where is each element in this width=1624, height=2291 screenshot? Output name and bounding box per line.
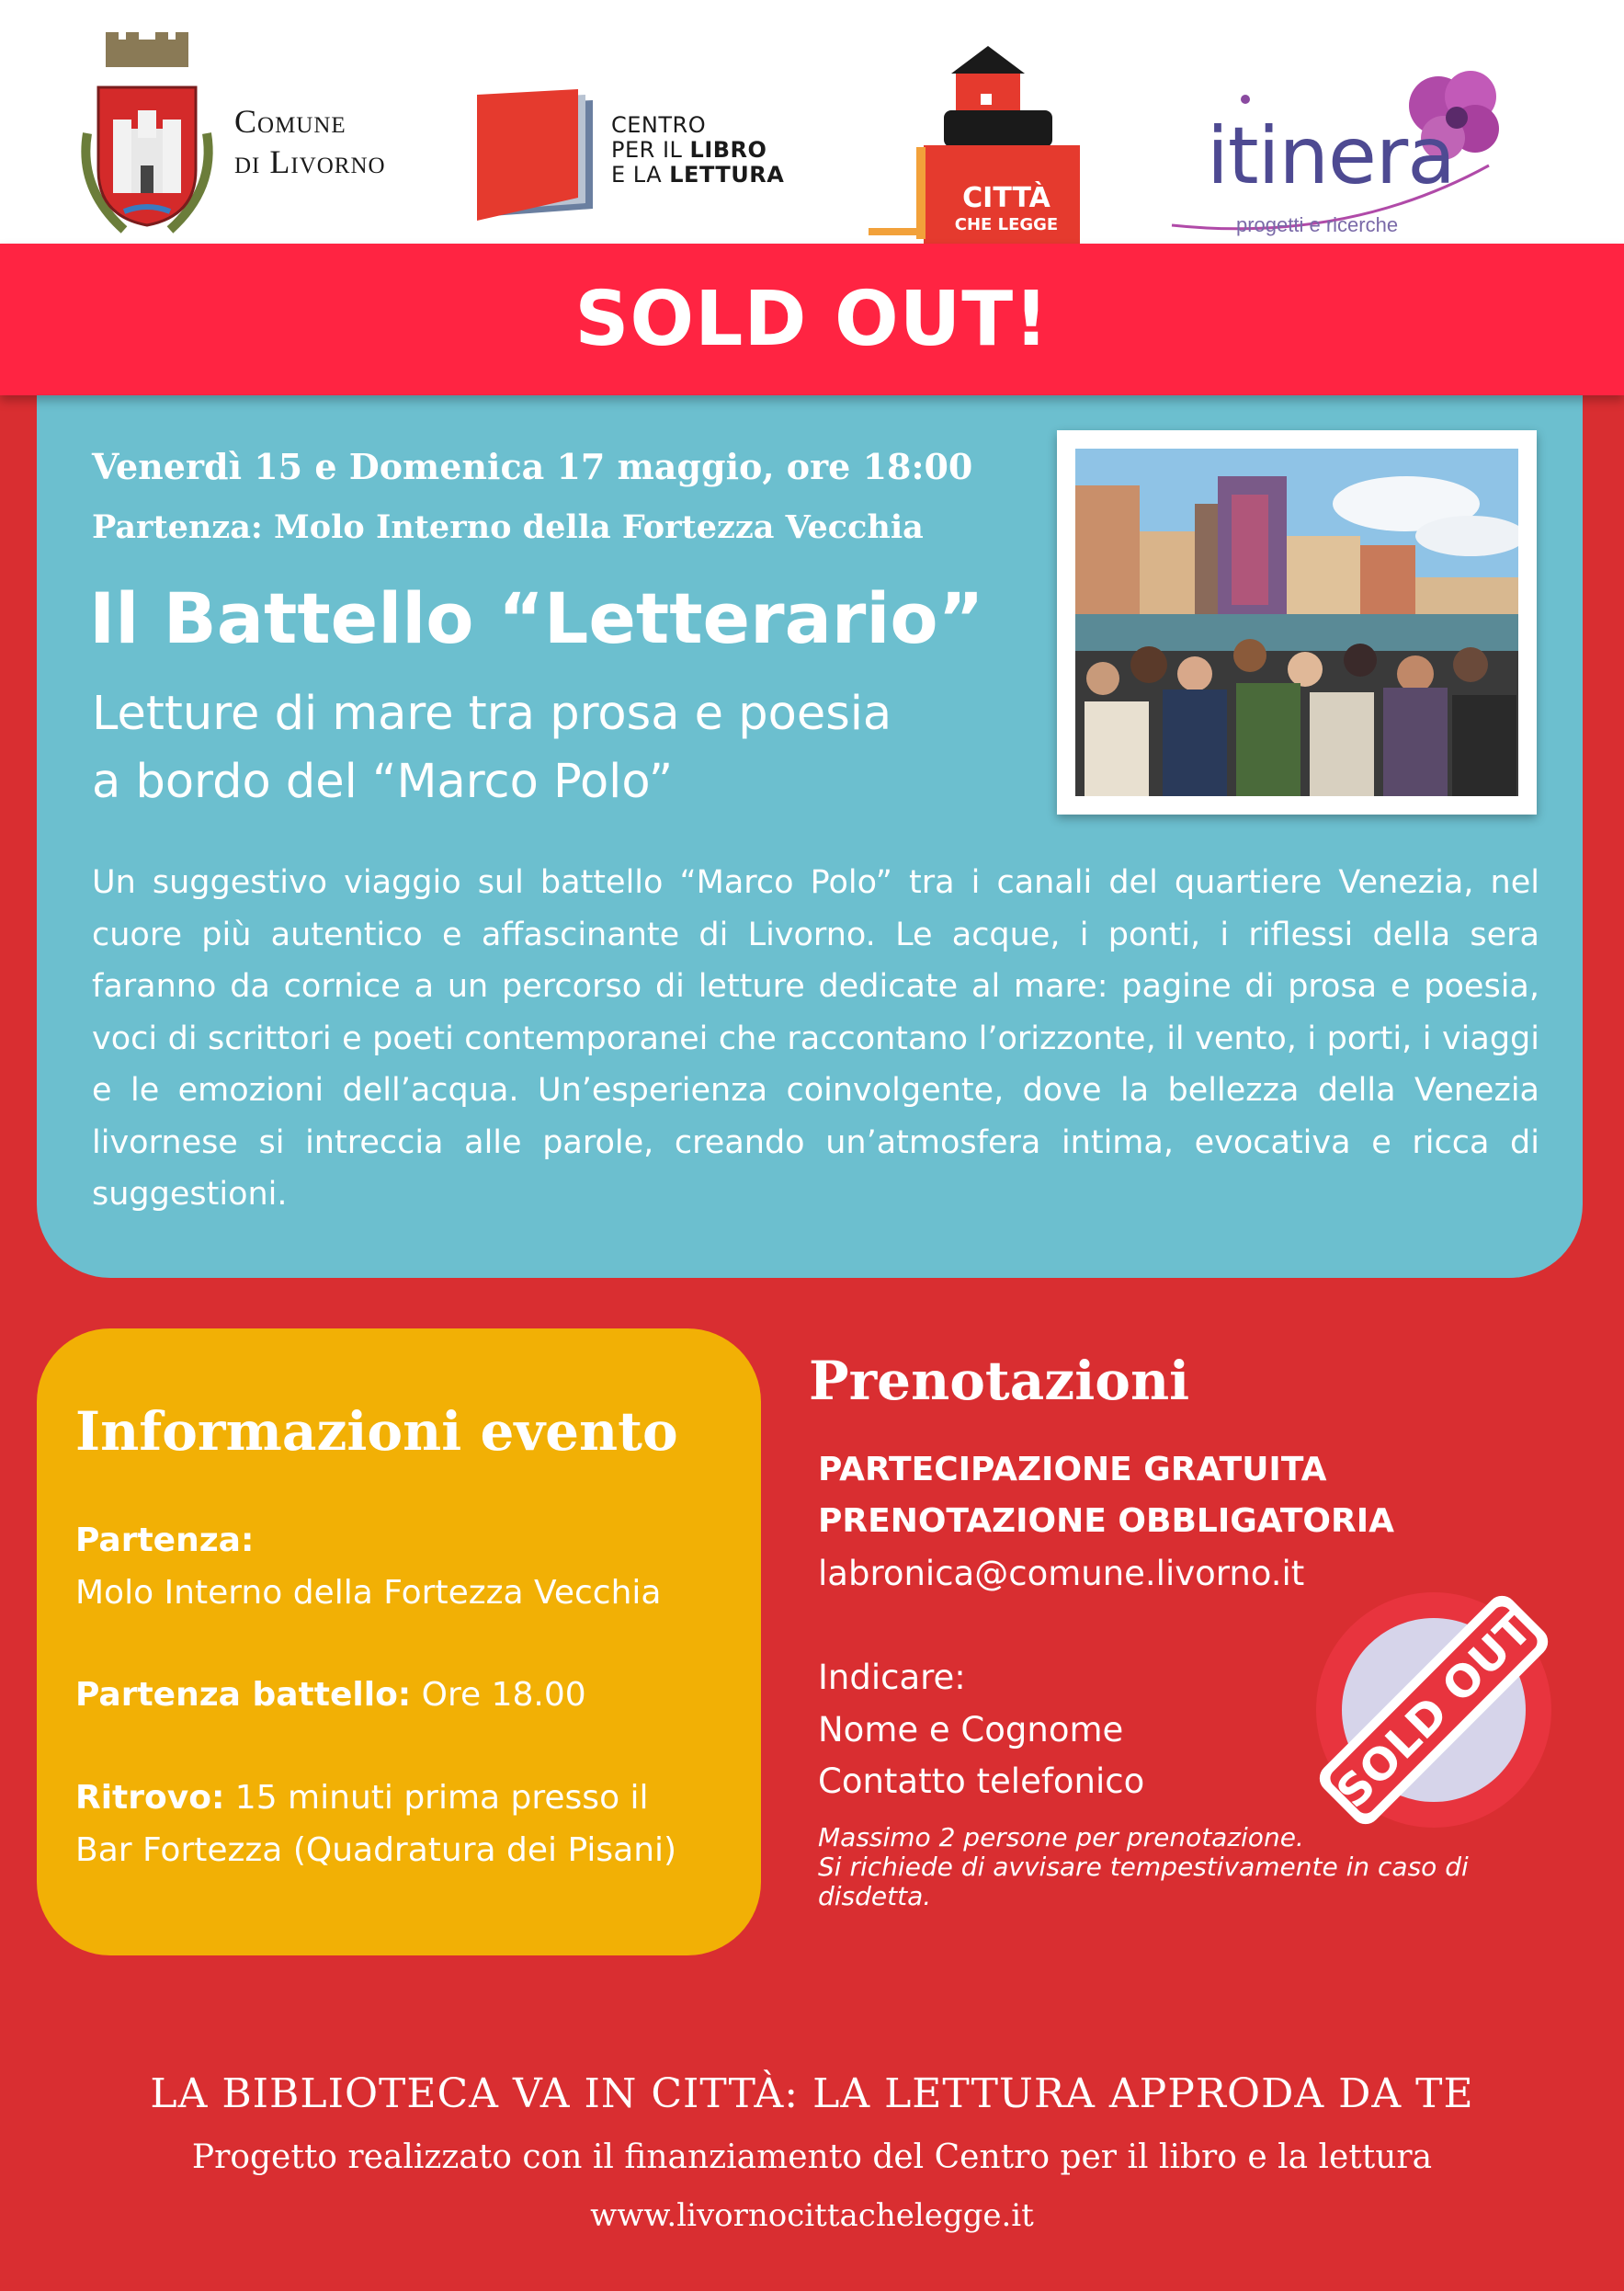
itinera-tagline: progetti e ricerche [1236,213,1399,236]
centro-logo-line1: CENTRO [611,112,707,138]
event-date: Venerdì 15 e Domenica 17 maggio, ore 18:00 [92,446,973,487]
comune-logo-line2: di Livorno [234,143,386,180]
livorno-crest-icon [69,32,225,244]
centro-line2-part-b: LIBRO [689,137,767,163]
footer-funding: Progetto realizzato con il finanziamento del Centro per il libro e la lettura [191,2138,1433,2176]
event-description: Un suggestivo viaggio sul battello “Marco Polo” tra i canali del quartiere Venezia, nel cuore più autentico e affascinante di Livorno. Le acque, i ponti, i riflessi della sera faranno da cornice a un percorso di letture dedicate al mare: pagine di prosa e poesia, voci di scrittori e poeti contemporanei che raccontano l’orizzonte, il vento, i porti, i viaggi e le emozioni dell’acqua. Un’esperienza coinvolgente, dove la bellezza della Venezia livornese si intreccia alle parole, creando un’atmosfera intima, evocativa e ricca di suggestioni. [92,864,1539,1213]
citta-logo-line1: CITTÀ [962,182,1050,214]
prenotazioni-email-link[interactable]: labronica@comune.livorno.it [818,1554,1305,1593]
header-logos [0,0,1624,244]
prenotazioni-note-1: Massimo 2 persone per prenotazione. [818,1822,1304,1852]
prenotazioni-nome: Nome e Cognome [818,1710,1124,1750]
info-ritrovo-value-1: 15 minuti prima presso il [224,1779,649,1817]
event-title: Il Battello “Letterario” [89,577,984,659]
centro-line3-part-b: LETTURA [669,162,785,188]
info-ritrovo-label: Ritrovo: [75,1779,225,1817]
info-partenza-label: Partenza: [75,1522,255,1559]
event-panel [37,368,1583,1278]
centro-logo-text [611,113,784,188]
footer-website-link[interactable]: www.livornocittachelegge.it [590,2197,1034,2234]
info-ritrovo-value-2: Bar Fortezza (Quadratura dei Pisani) [75,1831,677,1869]
centro-line3-part-a: E LA [611,162,670,188]
event-subtitle-line2: a bordo del “Marco Polo” [92,755,674,809]
citta-logo-line2: CHE LEGGE [954,215,1059,234]
event-departure: Partenza: Molo Interno della Fortezza Vecchia [92,508,924,546]
event-subtitle-line1: Letture di mare tra prosa e poesia [92,687,892,741]
prenotazioni-heading: Prenotazioni [809,1350,1190,1412]
info-partenza-label-row [75,1522,254,1559]
centro-logo-line2 [611,138,784,163]
stamp-text: SOLD OUT [1326,1602,1542,1818]
centro-per-il-libro-logo [473,87,823,225]
sold-out-banner-text: SOLD OUT! [574,276,1050,363]
prenotazioni-contatto: Contatto telefonico [818,1761,1145,1801]
itinera-logo [1163,64,1530,239]
footer-slogan: LA BIBLIOTECA VA IN CITTÀ: LA LETTURA APPRODA DA TE [150,2070,1474,2117]
event-subtitle [92,680,1057,816]
centro-line2-part-a: PER IL [611,137,690,163]
info-partenza-value: Molo Interno della Fortezza Vecchia [75,1574,662,1612]
citta-che-legge-logo [869,37,1080,244]
prenotazioni-gratuita: PARTECIPAZIONE GRATUITA [818,1451,1327,1488]
comune-logo-line1: Comune [234,103,346,140]
itinera-wordmark: itinera [1207,110,1455,202]
info-battello-row [75,1676,586,1714]
event-info-box [37,1328,761,1955]
book-icon [473,87,602,225]
info-ritrovo-row [75,1779,649,1817]
info-battello-value: Ore 18.00 [411,1676,586,1714]
info-battello-label: Partenza battello: [75,1676,412,1714]
sold-out-stamp-icon [1305,1581,1562,1839]
centro-logo-line3 [611,163,784,188]
comune-logo-text [234,101,386,182]
prenotazioni-note-2: Si richiede di avvisare tempestivamente in caso di disdetta. [818,1852,1469,1911]
event-photo [1057,430,1537,815]
info-heading: Informazioni evento [75,1400,678,1463]
sold-out-banner [0,244,1624,395]
prenotazioni-indicare: Indicare: [818,1658,966,1697]
comune-di-livorno-logo [69,32,437,244]
boat-canal-photo [1075,449,1518,796]
prenotazioni-obbligatoria: PRENOTAZIONE OBBLIGATORIA [818,1502,1394,1540]
